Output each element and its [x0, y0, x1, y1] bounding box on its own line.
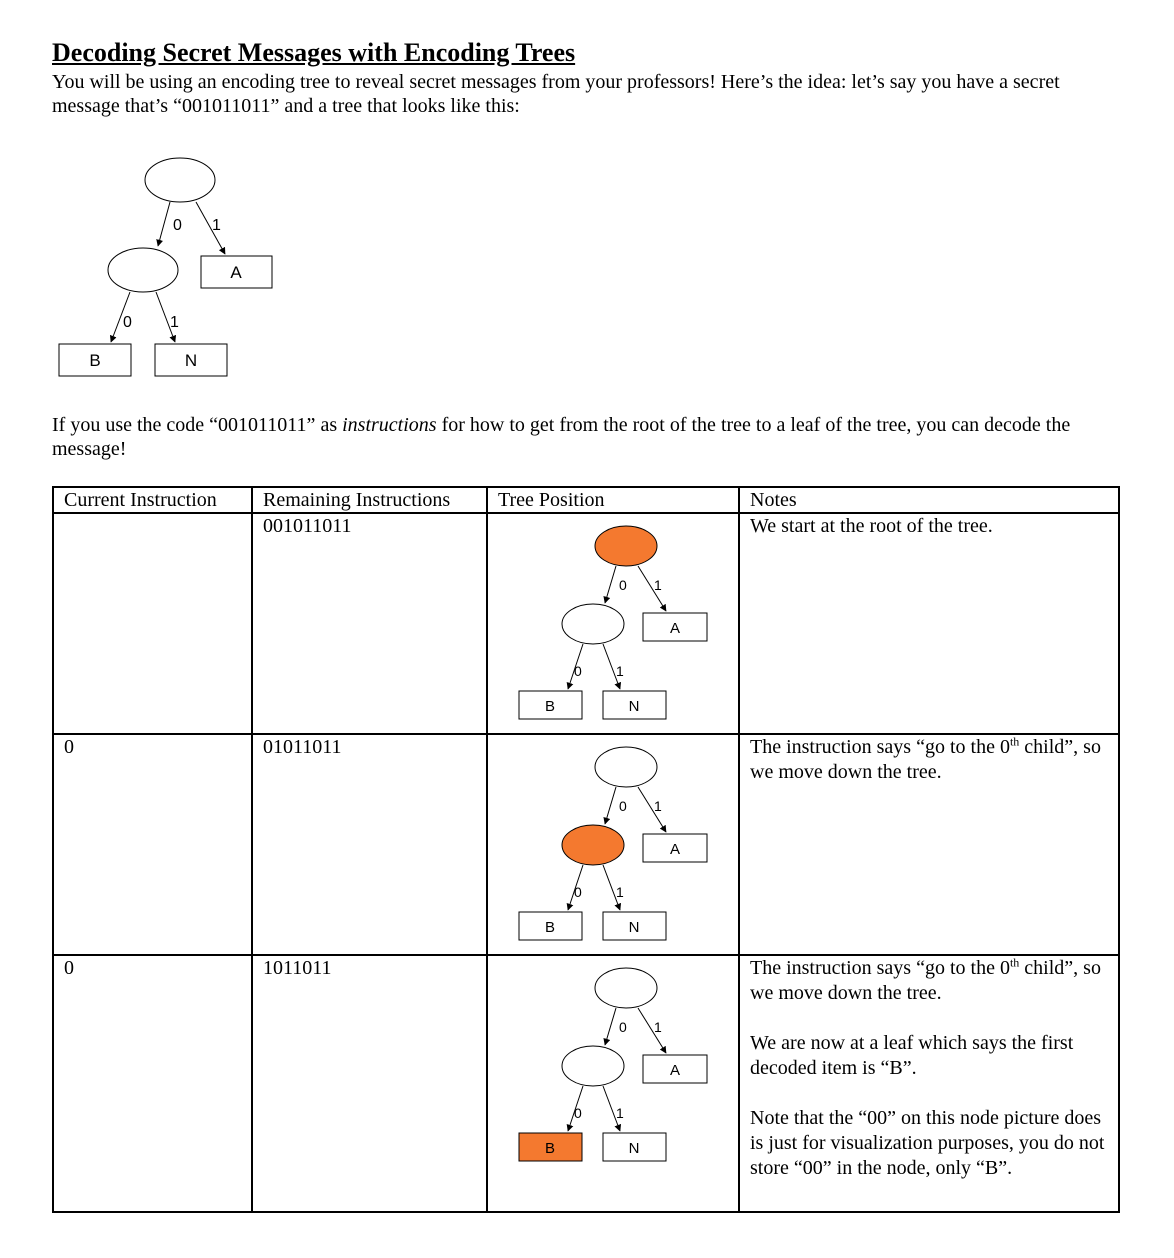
remaining-instructions-cell: 001011011 — [252, 513, 487, 734]
root-node — [595, 747, 657, 787]
current-instruction-cell: 0 — [53, 955, 252, 1212]
remaining-instructions-cell: 01011011 — [252, 734, 487, 955]
tree-position-diagram — [488, 514, 740, 726]
notes-cell — [739, 734, 1119, 955]
leaf-label-b: B — [544, 1140, 556, 1157]
header-tree-position: Tree Position — [487, 487, 739, 513]
leaf-label-n: N — [628, 919, 640, 936]
instructions-paragraph — [52, 413, 1132, 461]
edge-label-1: 1 — [212, 217, 221, 234]
leaf-label-a: A — [230, 263, 242, 282]
tree-position-cell — [487, 955, 739, 1212]
instructions-text-after: for how to get from the root of the tree to a leaf of the tree, you can decode the message! — [52, 414, 1071, 460]
note-text-part: The instruction says “go to the 0 — [750, 736, 1010, 758]
notes-cell — [739, 955, 1119, 1212]
encoding-tree-diagram — [50, 150, 290, 390]
internal-node — [562, 1046, 624, 1086]
current-instruction-cell: 0 — [53, 734, 252, 955]
edge-label-0: 0 — [123, 314, 132, 331]
edge-label-1: 1 — [616, 884, 624, 900]
tree-position-cell — [487, 734, 739, 955]
edge-label-1: 1 — [616, 663, 624, 679]
page-title: Decoding Secret Messages with Encoding Trees — [52, 38, 576, 67]
tree-position-diagram — [488, 956, 740, 1204]
current-instruction-cell — [53, 513, 252, 734]
note-superscript: th — [1009, 734, 1020, 749]
table-row — [53, 955, 1119, 1212]
edge-label-0: 0 — [619, 577, 627, 593]
edge-root-left — [605, 566, 616, 603]
notes-cell — [739, 513, 1119, 734]
edge-label-0: 0 — [619, 1019, 627, 1035]
header-remaining-instructions: Remaining Instructions — [252, 487, 487, 513]
edge-root-a — [638, 787, 666, 832]
note-text: Note that the “00” on this node picture does is just for visualization purposes, you do not store “00” in the node, only “B”. — [750, 1107, 1105, 1179]
edge-root-left — [158, 202, 170, 246]
edge-label-0: 0 — [173, 217, 182, 234]
leaf-label-a: A — [669, 620, 681, 637]
leaf-label-n: N — [184, 351, 198, 370]
edge-label-1: 1 — [654, 1019, 662, 1035]
edge-label-1: 1 — [654, 577, 662, 593]
note-text — [750, 735, 1108, 785]
leaf-label-b: B — [89, 351, 101, 370]
root-node — [145, 158, 215, 202]
leaf-label-a: A — [669, 1062, 681, 1079]
note-text-part: child”, so we move down the tree. — [750, 736, 1101, 783]
leaf-label-b: B — [544, 919, 556, 936]
leaf-label-b: B — [544, 698, 556, 715]
tree-position-cell — [487, 513, 739, 734]
edge-label-0: 0 — [619, 798, 627, 814]
note-superscript: th — [1009, 955, 1020, 970]
edge-label-0: 0 — [574, 1105, 582, 1121]
edge-label-0: 0 — [574, 884, 582, 900]
edge-root-a — [638, 566, 666, 611]
note-text-part: The instruction says “go to the 0 — [750, 957, 1010, 979]
leaf-label-a: A — [669, 841, 681, 858]
internal-node — [562, 604, 624, 644]
table-row — [53, 734, 1119, 955]
root-node — [595, 968, 657, 1008]
internal-node — [562, 825, 624, 865]
edge-label-1: 1 — [616, 1105, 624, 1121]
header-current-instruction: Current Instruction — [53, 487, 252, 513]
leaf-label-n: N — [628, 1140, 640, 1157]
instructions-text-before: If you use the code “001011011” as — [52, 414, 343, 436]
header-notes: Notes — [739, 487, 1119, 513]
instructions-emphasis: instructions — [342, 414, 437, 436]
note-text-part: child”, so we move down the tree. — [750, 957, 1101, 1004]
root-node — [595, 526, 657, 566]
table-header-row — [53, 487, 1119, 513]
internal-node — [108, 248, 178, 292]
intro-paragraph: You will be using an encoding tree to reveal secret messages from your professors! Here’s the idea: let’s say you have a secret message that’s “001011011” and a tree that looks like this: — [52, 71, 1060, 117]
edge-label-1: 1 — [170, 314, 179, 331]
edge-root-a — [638, 1008, 666, 1053]
remaining-instructions-cell: 1011011 — [252, 955, 487, 1212]
decoding-steps-table — [52, 486, 1120, 1213]
note-text — [750, 956, 1108, 1006]
edge-label-1: 1 — [654, 798, 662, 814]
tree-position-diagram — [488, 735, 740, 947]
edge-root-left — [605, 787, 616, 824]
edge-label-0: 0 — [574, 663, 582, 679]
edge-root-left — [605, 1008, 616, 1045]
leaf-label-n: N — [628, 698, 640, 715]
note-text: We are now at a leaf which says the first decoded item is “B”. — [750, 1032, 1074, 1079]
note-text: We start at the root of the tree. — [750, 515, 993, 537]
table-row — [53, 513, 1119, 734]
